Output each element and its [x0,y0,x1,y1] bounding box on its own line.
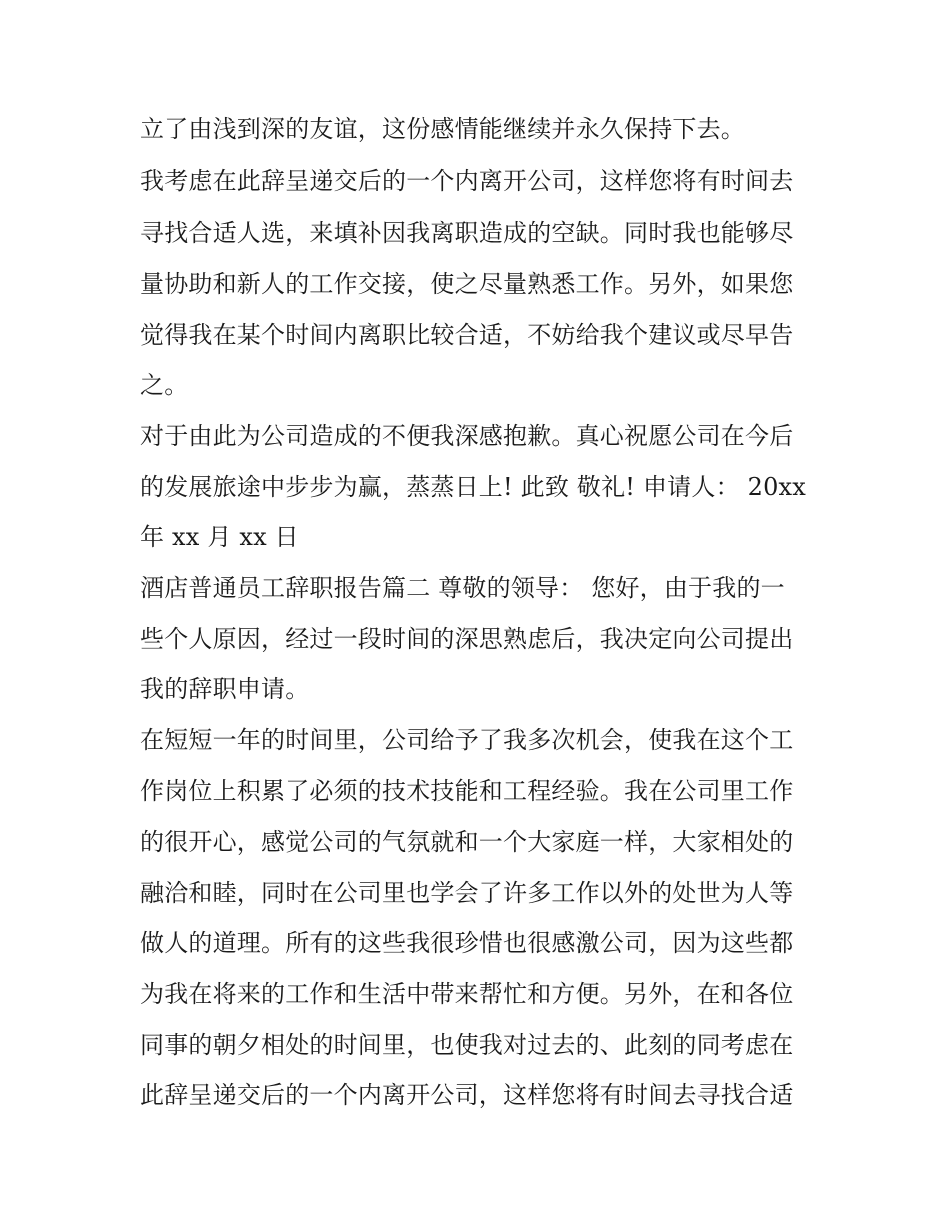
text-line: 此辞呈递交后的一个内离开公司，这样您将有时间去寻找合适 [140,1081,794,1109]
text-line: 在短短一年的时间里，公司给予了我多次机会，使我在这个工 [140,726,794,754]
text-line: 些个人原因，经过一段时间的深思熟虑后，我决定向公司提出 [140,625,794,653]
text-line: 融洽和睦，同时在公司里也学会了许多工作以外的处世为人等 [140,879,794,907]
text-line: 为我在将来的工作和生活中带来帮忙和方便。另外，在和各位 [140,980,794,1008]
text-line: 年 xx 月 xx 日 [140,523,299,551]
text-line: 觉得我在某个时间内离职比较合适，不妨给我个建议或尽早告 [140,321,794,349]
text-line: 我的辞职申请。 [140,675,310,703]
text-line: 酒店普通员工辞职报告篇二 尊敬的领导： 您好，由于我的一 [140,574,785,602]
text-line: 之。 [140,371,189,399]
text-line: 做人的道理。所有的这些我很珍惜也很感激公司，因为这些都 [140,929,794,957]
text-line: 作岗位上积累了必须的技术技能和工程经验。我在公司里工作 [140,777,794,805]
text-line: 的很开心，感觉公司的气氛就和一个大家庭一样，大家相处的 [140,828,794,856]
text-line: 我考虑在此辞呈递交后的一个内离开公司，这样您将有时间去 [140,167,794,195]
text-line: 的发展旅途中步步为赢，蒸蒸日上! 此致 敬礼! 申请人： 20xx [140,473,807,501]
text-line: 对于由此为公司造成的不便我深感抱歉。真心祝愿公司在今后 [140,422,794,450]
text-line: 寻找合适人选，来填补因我离职造成的空缺。同时我也能够尽 [140,219,794,247]
text-line: 量协助和新人的工作交接，使之尽量熟悉工作。另外，如果您 [140,270,794,298]
text-line: 同事的朝夕相处的时间里，也使我对过去的、此刻的同考虑在 [140,1031,794,1059]
text-line: 立了由浅到深的友谊，这份感情能继续并永久保持下去。 [140,115,745,143]
